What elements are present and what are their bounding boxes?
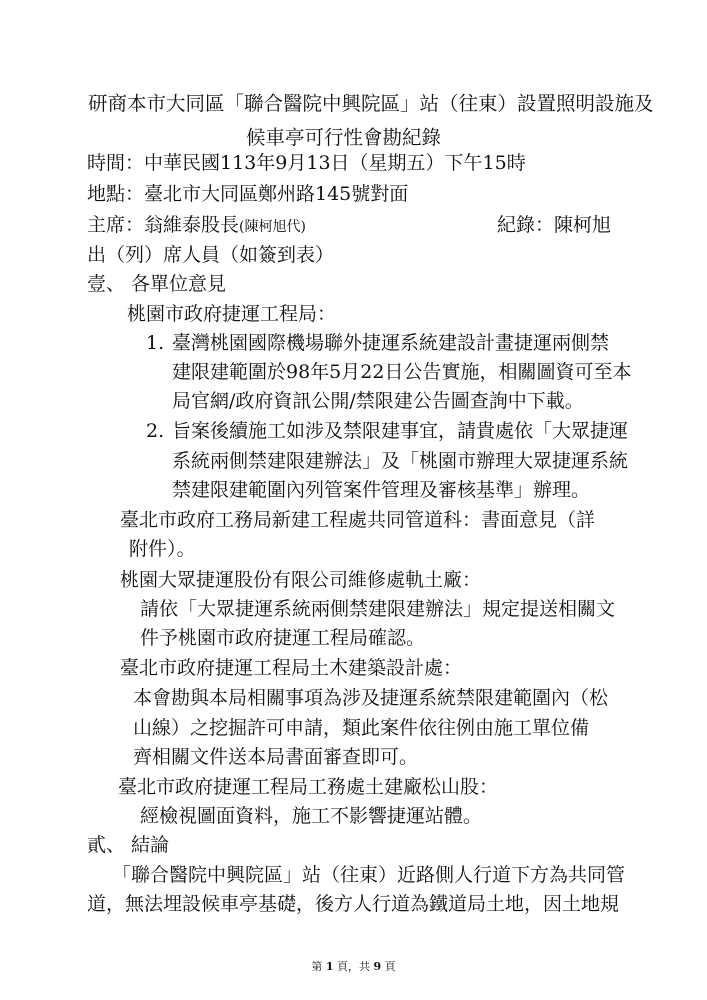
title-line-2: 候車亭可行性會勘紀錄	[246, 126, 442, 149]
unit-text-line: 附件）。	[129, 538, 196, 560]
meeting-recorder: 紀錄：陳柯旭	[497, 214, 612, 236]
item-text-line: 臺灣桃園國際機場聯外捷運系統建設計畫捷運兩側禁	[172, 332, 610, 354]
section-2-heading: 貳、 結論	[87, 834, 170, 856]
unit-text-line: 本會勘與本局相關事項為涉及捷運系統禁限建範圍內（松	[133, 687, 609, 709]
unit-name: 臺北市政府捷運工程局土木建築設計處：	[120, 657, 463, 679]
item-text-line: 系統兩側禁建限建辦法」及「桃園市辦理大眾捷運系統	[172, 450, 629, 472]
conclusion-line: 道，無法埋設候車亭基礎，後方人行道為鐵道局土地，因土地規	[87, 893, 620, 915]
unit-text-line: 經檢視圖面資料，施工不影響捷運站體。	[140, 805, 483, 827]
unit-text-line: 請依「大眾捷運系統兩側禁建限建辦法」規定提送相關文	[140, 598, 616, 620]
page-footer: 第 1 頁，共 9 頁	[311, 960, 396, 973]
unit-text-line: 齊相關文件送本局書面審查即可。	[133, 746, 419, 768]
unit-text-line: 山線）之挖掘許可申請，類此案件依往例由施工單位備	[133, 717, 590, 739]
item-text-line: 禁建限建範圍內列管案件管理及審核基準」辦理。	[172, 479, 591, 501]
unit-name: 桃園大眾捷運股份有限公司維修處軌土廠：	[120, 569, 482, 591]
page-number: 1	[325, 960, 334, 973]
meeting-chair	[87, 213, 306, 239]
title-line-1: 研商本市大同區「聯合醫院中興院區」站（往東）設置照明設施及	[88, 92, 654, 115]
meeting-place: 地點：臺北市大同區鄭州路145號對面	[87, 183, 409, 205]
unit-name: 臺北市政府工務局新建工程處共同管道科：書面意見（詳	[120, 509, 596, 531]
conclusion-line: 「聯合醫院中興院區」站（往東）近路側人行道下方為共同管	[112, 864, 626, 886]
chair-substitute-note: (陳柯旭代)	[239, 219, 306, 235]
unit-name: 桃園市政府捷運工程局：	[127, 303, 337, 325]
unit-text-line: 件予桃園市政府捷運工程局確認。	[140, 627, 426, 649]
item-text-line: 建限建範圍於98年5月22日公告實施，相關圖資可至本	[172, 361, 632, 383]
page-total: 9	[373, 960, 382, 973]
item-text-line: 局官網/政府資訊公開/禁限建公告圖查詢中下載。	[172, 390, 584, 412]
meeting-time: 時間：中華民國113年9月13日（星期五）下午15時	[87, 152, 526, 174]
item-number: 1.	[146, 332, 165, 354]
item-text-line: 旨案後續施工如涉及禁限建事宜，請貴處依「大眾捷運	[172, 420, 629, 442]
section-1-heading: 壹、 各單位意見	[87, 273, 227, 295]
unit-name: 臺北市政府捷運工程局工務處土建廠松山股：	[118, 776, 499, 798]
meeting-attendees: 出（列）席人員（如簽到表）	[87, 244, 335, 266]
chair-name: 主席：翁維泰股長	[87, 214, 240, 236]
item-number: 2.	[146, 420, 165, 442]
